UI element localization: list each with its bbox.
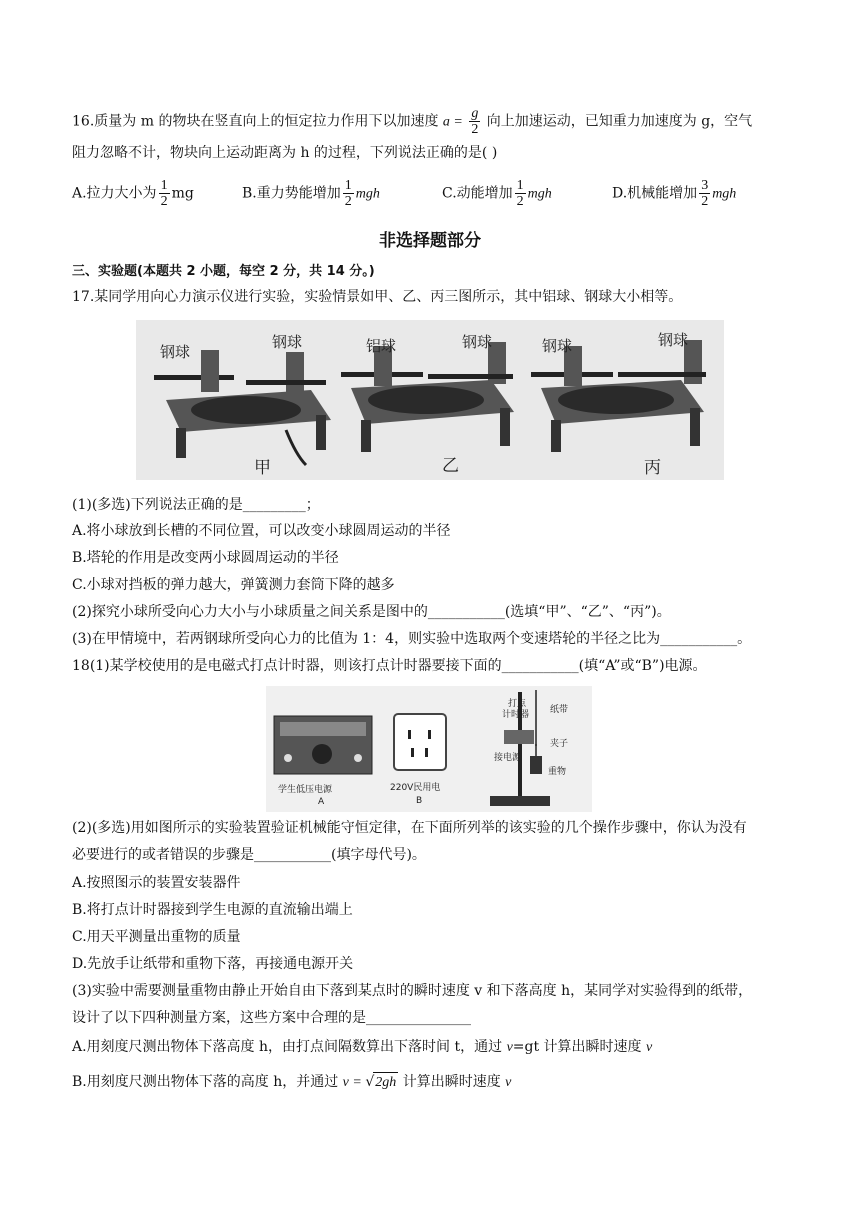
q16-option-d: D.机械能增加 $\frac{3}{2}$ mgh <box>612 178 737 209</box>
q16-text: 16.质量为 m 的物块在竖直向上的恒定拉力作用下以加速度 <box>72 113 439 130</box>
caption-bing: 丙 <box>644 458 661 478</box>
label-steel-ball-5: 钢球 <box>658 331 689 349</box>
label-connect-power: 接电源 <box>494 753 522 763</box>
accel-symbol: a = <box>442 114 463 130</box>
q18-part2-option-a: A.按照图示的装置安装器件 <box>72 875 241 891</box>
q18-part2-option-c: C.用天平测量出重物的质量 <box>72 929 241 945</box>
q17-part2: (2)探究小球所受向心力大小与小球质量之间关系是图中的___________(选填“甲”、“乙”、“丙”)。 <box>72 604 671 620</box>
q17-part1: (1)(多选)下列说法正确的是_________； <box>72 497 320 513</box>
q17-part1-option-a: A.将小球放到长槽的不同位置，可以改变小球圆周运动的半径 <box>72 523 451 539</box>
section-3-header: 三、实验题(本题共 2 小题，每空 2 分，共 14 分。) <box>72 264 375 279</box>
wall-socket <box>394 714 446 770</box>
q16-line2: 阻力忽略不计，物块向上运动距离为 h 的过程，下列说法正确的是( ) <box>72 145 498 161</box>
timer-power-supply-figure <box>266 686 592 812</box>
sqrt-radicand: 2gh <box>373 1072 398 1093</box>
q16-line1 <box>72 106 752 137</box>
accel-fraction: $\frac{g}{2}$ <box>471 106 479 137</box>
label-steel-ball-2: 钢球 <box>272 333 303 351</box>
q16-option-b: B.重力势能增加 $\frac{1}{2}$ mgh <box>242 178 380 209</box>
label-clamp: 夹子 <box>550 739 569 749</box>
q18-part3-line1: (3)实验中需要测量重物由静止开始自由下落到某点时的瞬时速度 v 和下落高度 h，某同学对实验得到的纸带， <box>72 983 753 999</box>
q17-part1-option-c: C.小球对挡板的弹力越大，弹簧测力套筒下降的越多 <box>72 577 395 593</box>
q18-part2-line2: 必要进行的或者错误的步骤是___________(填字母代号)。 <box>72 847 426 863</box>
q17-part3: (3)在甲情境中，若两钢球所受向心力的比值为 1：4，则实验中选取两个变速塔轮的半径之比为___________。 <box>72 631 752 647</box>
letter-b: B <box>416 796 423 806</box>
section-title: 非选择题部分 <box>379 231 481 251</box>
label-timer-line1: 打点 <box>508 699 527 709</box>
caption-yi: 乙 <box>442 456 459 476</box>
q18-part3-option-a: A.用刻度尺测出物体下落高度 h，由打点间隔数算出下落时间 t，通过 v=gt 计算出瞬时速度 v <box>72 1039 653 1055</box>
q16-option-c: C.动能增加 $\frac{1}{2}$ mgh <box>442 178 552 209</box>
caption-jia: 甲 <box>254 458 271 478</box>
label-paper-tape: 纸带 <box>550 705 569 715</box>
label-weight: 重物 <box>548 767 567 777</box>
centripetal-force-apparatus-figure <box>136 320 724 480</box>
label-aluminum-ball: 铝球 <box>366 337 397 355</box>
q18-part2-option-d: D.先放手让纸带和重物下落，再接通电源开关 <box>72 956 354 972</box>
label-power-supply-a: 学生低压电源 <box>278 785 333 795</box>
label-socket-b: 220V民用电 <box>390 783 441 793</box>
q18-part3-line2: 设计了以下四种测量方案，这些方案中合理的是_______________ <box>72 1010 471 1026</box>
label-steel-ball-3: 钢球 <box>462 333 493 351</box>
low-voltage-power-supply <box>274 716 372 774</box>
q18-part2-option-b: B.将打点计时器接到学生电源的直流输出端上 <box>72 902 353 918</box>
q17-stem: 17.某同学用向心力演示仪进行实验，实验情景如甲、乙、丙三图所示，其中铝球、钢球大小相等。 <box>72 289 683 305</box>
sqrt-symbol: √ <box>365 1074 375 1090</box>
q18-part3-option-b: B.用刻度尺测出物体下落的高度 h，并通过 v = √2gh 计算出瞬时速度 v <box>72 1072 511 1093</box>
label-steel-ball-4: 钢球 <box>542 337 573 355</box>
q16-text-2: 向上加速运动，已知重力加速度为 g，空气 <box>486 113 753 130</box>
label-timer-line2: 计时器 <box>502 710 530 720</box>
q18-part2-line1: (2)(多选)用如图所示的实验装置验证机械能守恒定律，在下面所列举的该实验的几个操作步骤中，你认为没有 <box>72 820 747 836</box>
q16-option-a: A.拉力大小为 $\frac{1}{2}$ mg <box>72 178 194 209</box>
q18-part1: 18(1)某学校使用的是电磁式打点计时器，则该打点计时器要接下面的___________(填“A”或“B”)电源。 <box>72 658 707 674</box>
letter-a: A <box>318 797 325 807</box>
label-steel-ball-1: 钢球 <box>160 343 191 361</box>
q17-part1-option-b: B.塔轮的作用是改变两小球圆周运动的半径 <box>72 550 339 566</box>
